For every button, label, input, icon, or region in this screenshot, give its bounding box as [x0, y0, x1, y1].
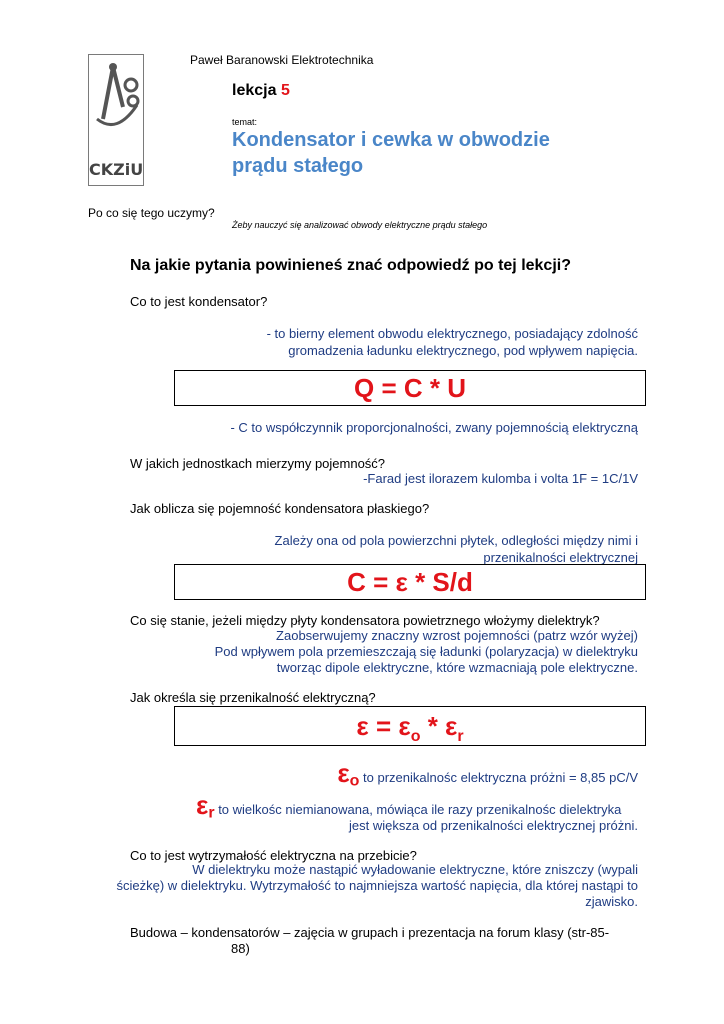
school-logo: [88, 54, 144, 186]
answer-3: Zależy ona od pola powierzchni płytek, odległości między nimi i przenikalności elektrycznej: [274, 533, 638, 565]
epsilon-0-symbol: ε: [337, 758, 350, 788]
formula-capacitance: C = ε * S/d: [174, 564, 646, 600]
epsilon-r-definition-line2: jest większa od przenikalności elektrycznej próżni.: [348, 818, 638, 833]
compass-gear-icon: [89, 57, 143, 147]
lesson-label: lekcja 5: [232, 82, 290, 99]
formula-charge: Q = C * U: [174, 370, 646, 406]
epsilon-r-symbol: ε: [196, 790, 209, 820]
formula-1-note: - C to współczynnik proporcjonalności, zwany pojemnością elektryczną: [230, 420, 638, 435]
formula-permittivity: $\varepsilon = \varepsilon_o * \varepsilon_r$: [174, 706, 646, 746]
question-4: Co się stanie, jeżeli między płyty kondensatora powietrznego włożymy dielektryk?: [130, 613, 600, 628]
goal-answer: Żeby nauczyć się analizować obwody elektryczne prądu stałego: [232, 220, 488, 230]
logo-text: CKZiU: [89, 160, 144, 179]
lesson-title: Kondensator i cewka w obwodzie prądu stałego: [232, 129, 550, 177]
epsilon-r-definition: $\varepsilon_r$ to wielkośc niemianowana, mówiąca ile razy przenikalnośc dielektryka: [196, 790, 622, 822]
lesson-number: 5: [280, 82, 290, 99]
answer-4: Zaobserwujemy znaczny wzrost pojemności (patrz wzór wyżej) Pod wpływem pola przemieszczają się ładunki (polaryzacja) w dielektryku tworząc dipole elektryczne, które wzmacniają pole elektryczne.: [214, 628, 638, 675]
question-6: Co to jest wytrzymałość elektryczna na przebicie?: [130, 848, 417, 863]
answer-2: -Farad jest ilorazem kulomba i volta 1F = 1C/1V: [363, 471, 638, 486]
answer-6: W dielektryku może nastąpić wyładowanie elektryczne, które zniszczy (wypali ścieżkę) w dielektryku. Wytrzymałość to najmniejsza wartość napięcia, dla której nastąpi to zjawisko.: [116, 862, 638, 909]
question-2: W jakich jednostkach mierzymy pojemność?: [130, 456, 386, 471]
topic-label: temat:: [232, 117, 258, 127]
answer-1: - to bierny element obwodu elektrycznego, posiadający zdolność gromadzenia ładunku elektrycznego, pod wpływem napięcia.: [266, 326, 638, 358]
question-3: Jak oblicza się pojemność kondensatora płaskiego?: [130, 501, 430, 516]
epsilon-0-definition: $\varepsilon_o$ to przenikalnośc elektryczna próżni = 8,85 pC/V: [337, 758, 638, 790]
final-note: Budowa – kondensatorów – zajęcia w grupach i prezentacja na forum klasy (str-85- 88): [130, 925, 610, 956]
author-header: Paweł Baranowski Elektrotechnika: [190, 53, 374, 67]
question-5: Jak określa się przenikalność elektryczną?: [130, 690, 376, 705]
question-1: Co to jest kondensator?: [130, 294, 268, 309]
section-heading: Na jakie pytania powinieneś znać odpowiedź po tej lekcji?: [130, 257, 571, 274]
goal-question: Po co się tego uczymy?: [88, 206, 215, 220]
